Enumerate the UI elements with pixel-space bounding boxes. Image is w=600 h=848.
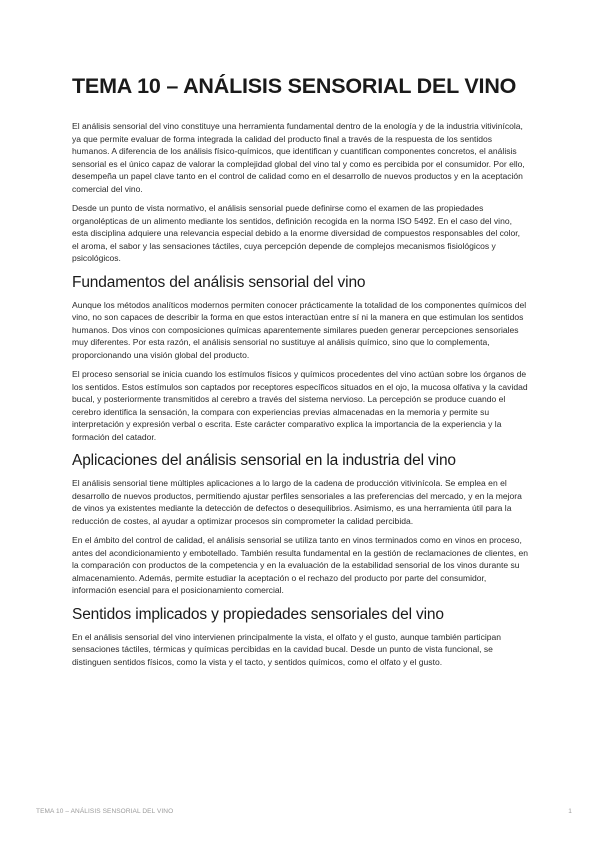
- document-page: [72, 74, 528, 675]
- section-heading-sentidos: Sentidos implicados y propiedades sensoriales del vino: [72, 605, 444, 623]
- section-heading-aplicaciones: Aplicaciones del análisis sensorial en la industria del vino: [72, 452, 456, 469]
- section-1-paragraph-1: Aunque los métodos analíticos modernos permiten conocer prácticamente la totalidad de los componentes químicos del vino, no son capaces de describir la forma en que estos interactúan entre sí ni la manera en que estimulan los sentidos humanos. Dos vinos con composiciones químicas aparentemente similares pueden generar percepciones sensoriales muy diferentes. Por esta razón, el análisis sensorial no sustituye al análisis químico, sino que lo complementa, proporcionando una visión global del producto.: [72, 299, 527, 360]
- page-footer: [36, 808, 572, 815]
- document-title: TEMA 10 – ANÁLISIS SENSORIAL DEL VINO: [72, 74, 517, 98]
- section-heading-fundamentos: Fundamentos del análisis sensorial del vino: [72, 273, 366, 291]
- footer-page-number: 1: [568, 808, 572, 815]
- section-2-paragraph-2: En el ámbito del control de calidad, el análisis sensorial se utiliza tanto en vinos terminados como en vinos en proceso, antes del acondicionamiento y embotellado. También resulta fundamental en la gestión de reclamaciones de clientes, en la comparación con productos de la competencia y en la evaluación de la estabilidad sensorial de los vinos durante su almacenamiento. Además, permite estudiar la aceptación o el rechazo del producto por parte del consumidor, información esencial para el posicionamiento comercial.: [72, 535, 528, 595]
- section-2-paragraph-1: El análisis sensorial tiene múltiples aplicaciones a lo largo de la cadena de producción vitivinícola. Se emplea en el desarrollo de nuevos productos, permitiendo ajustar perfiles sensoriales a las preferencias del mercado, y en la mejora de vinos ya existentes mediante la detección de defectos o desequilibrios. Asimismo, es una herramienta útil para la reducción de costes, al ayudar a optimizar procesos sin comprometer la calidad percibida.: [72, 478, 522, 526]
- intro-paragraph-2: Desde un punto de vista normativo, el análisis sensorial puede definirse como el examen de las propiedades organolépticas de un alimento mediante los sentidos, definición recogida en la norma ISO 5492. En el caso del vino, esta disciplina adquiere una relevancia especial debido a la enorme diversidad de compuestos responsables del color, el aroma, el sabor y las sensaciones táctiles, cuya percepción depende de complejos mecanismos fisiológicos y psicológicos.: [72, 203, 521, 263]
- section-3-paragraph-1: En el análisis sensorial del vino intervienen principalmente la vista, el olfato y el gusto, aunque también participan sensaciones táctiles, térmicas y químicas percibidas en la cavidad bucal. Desde un punto de vista funcional, se distinguen sentidos físicos, como la vista y el tacto, y sentidos químicos, como el olfato y el gusto.: [72, 631, 502, 667]
- intro-paragraph-1: El análisis sensorial del vino constituye una herramienta fundamental dentro de la enología y de la industria vitivinícola, ya que permite evaluar de forma integrada la calidad del producto final a través de la respuesta de los sentidos humanos. A diferencia de los análisis físico-químicos, que identifican y cuantifican componentes concretos, el análisis sensorial es el único capaz de valorar la complejidad global del vino tal y como es percibida por el consumidor. Por ello, desempeña un papel clave tanto en el control de calidad como en el desarrollo de nuevos productos y en la aceptación comercial del vino.: [72, 121, 525, 194]
- section-1-paragraph-2: El proceso sensorial se inicia cuando los estímulos físicos y químicos procedentes del vino actúan sobre los órganos de los sentidos. Estos estímulos son captados por receptores específicos situados en el ojo, la mucosa olfativa y la cavidad bucal, y posteriormente transmitidos al cerebro a través del sistema nervioso. La percepción se produce cuando el cerebro identifica la sensación, la compara con experiencias previas almacenadas en la memoria y permite su interpretación y expresión verbal o escrita. Este carácter comparativo explica la importancia de la experiencia y la formación del catador.: [72, 369, 528, 442]
- footer-running-title: TEMA 10 – ANÁLISIS SENSORIAL DEL VINO: [36, 808, 174, 815]
